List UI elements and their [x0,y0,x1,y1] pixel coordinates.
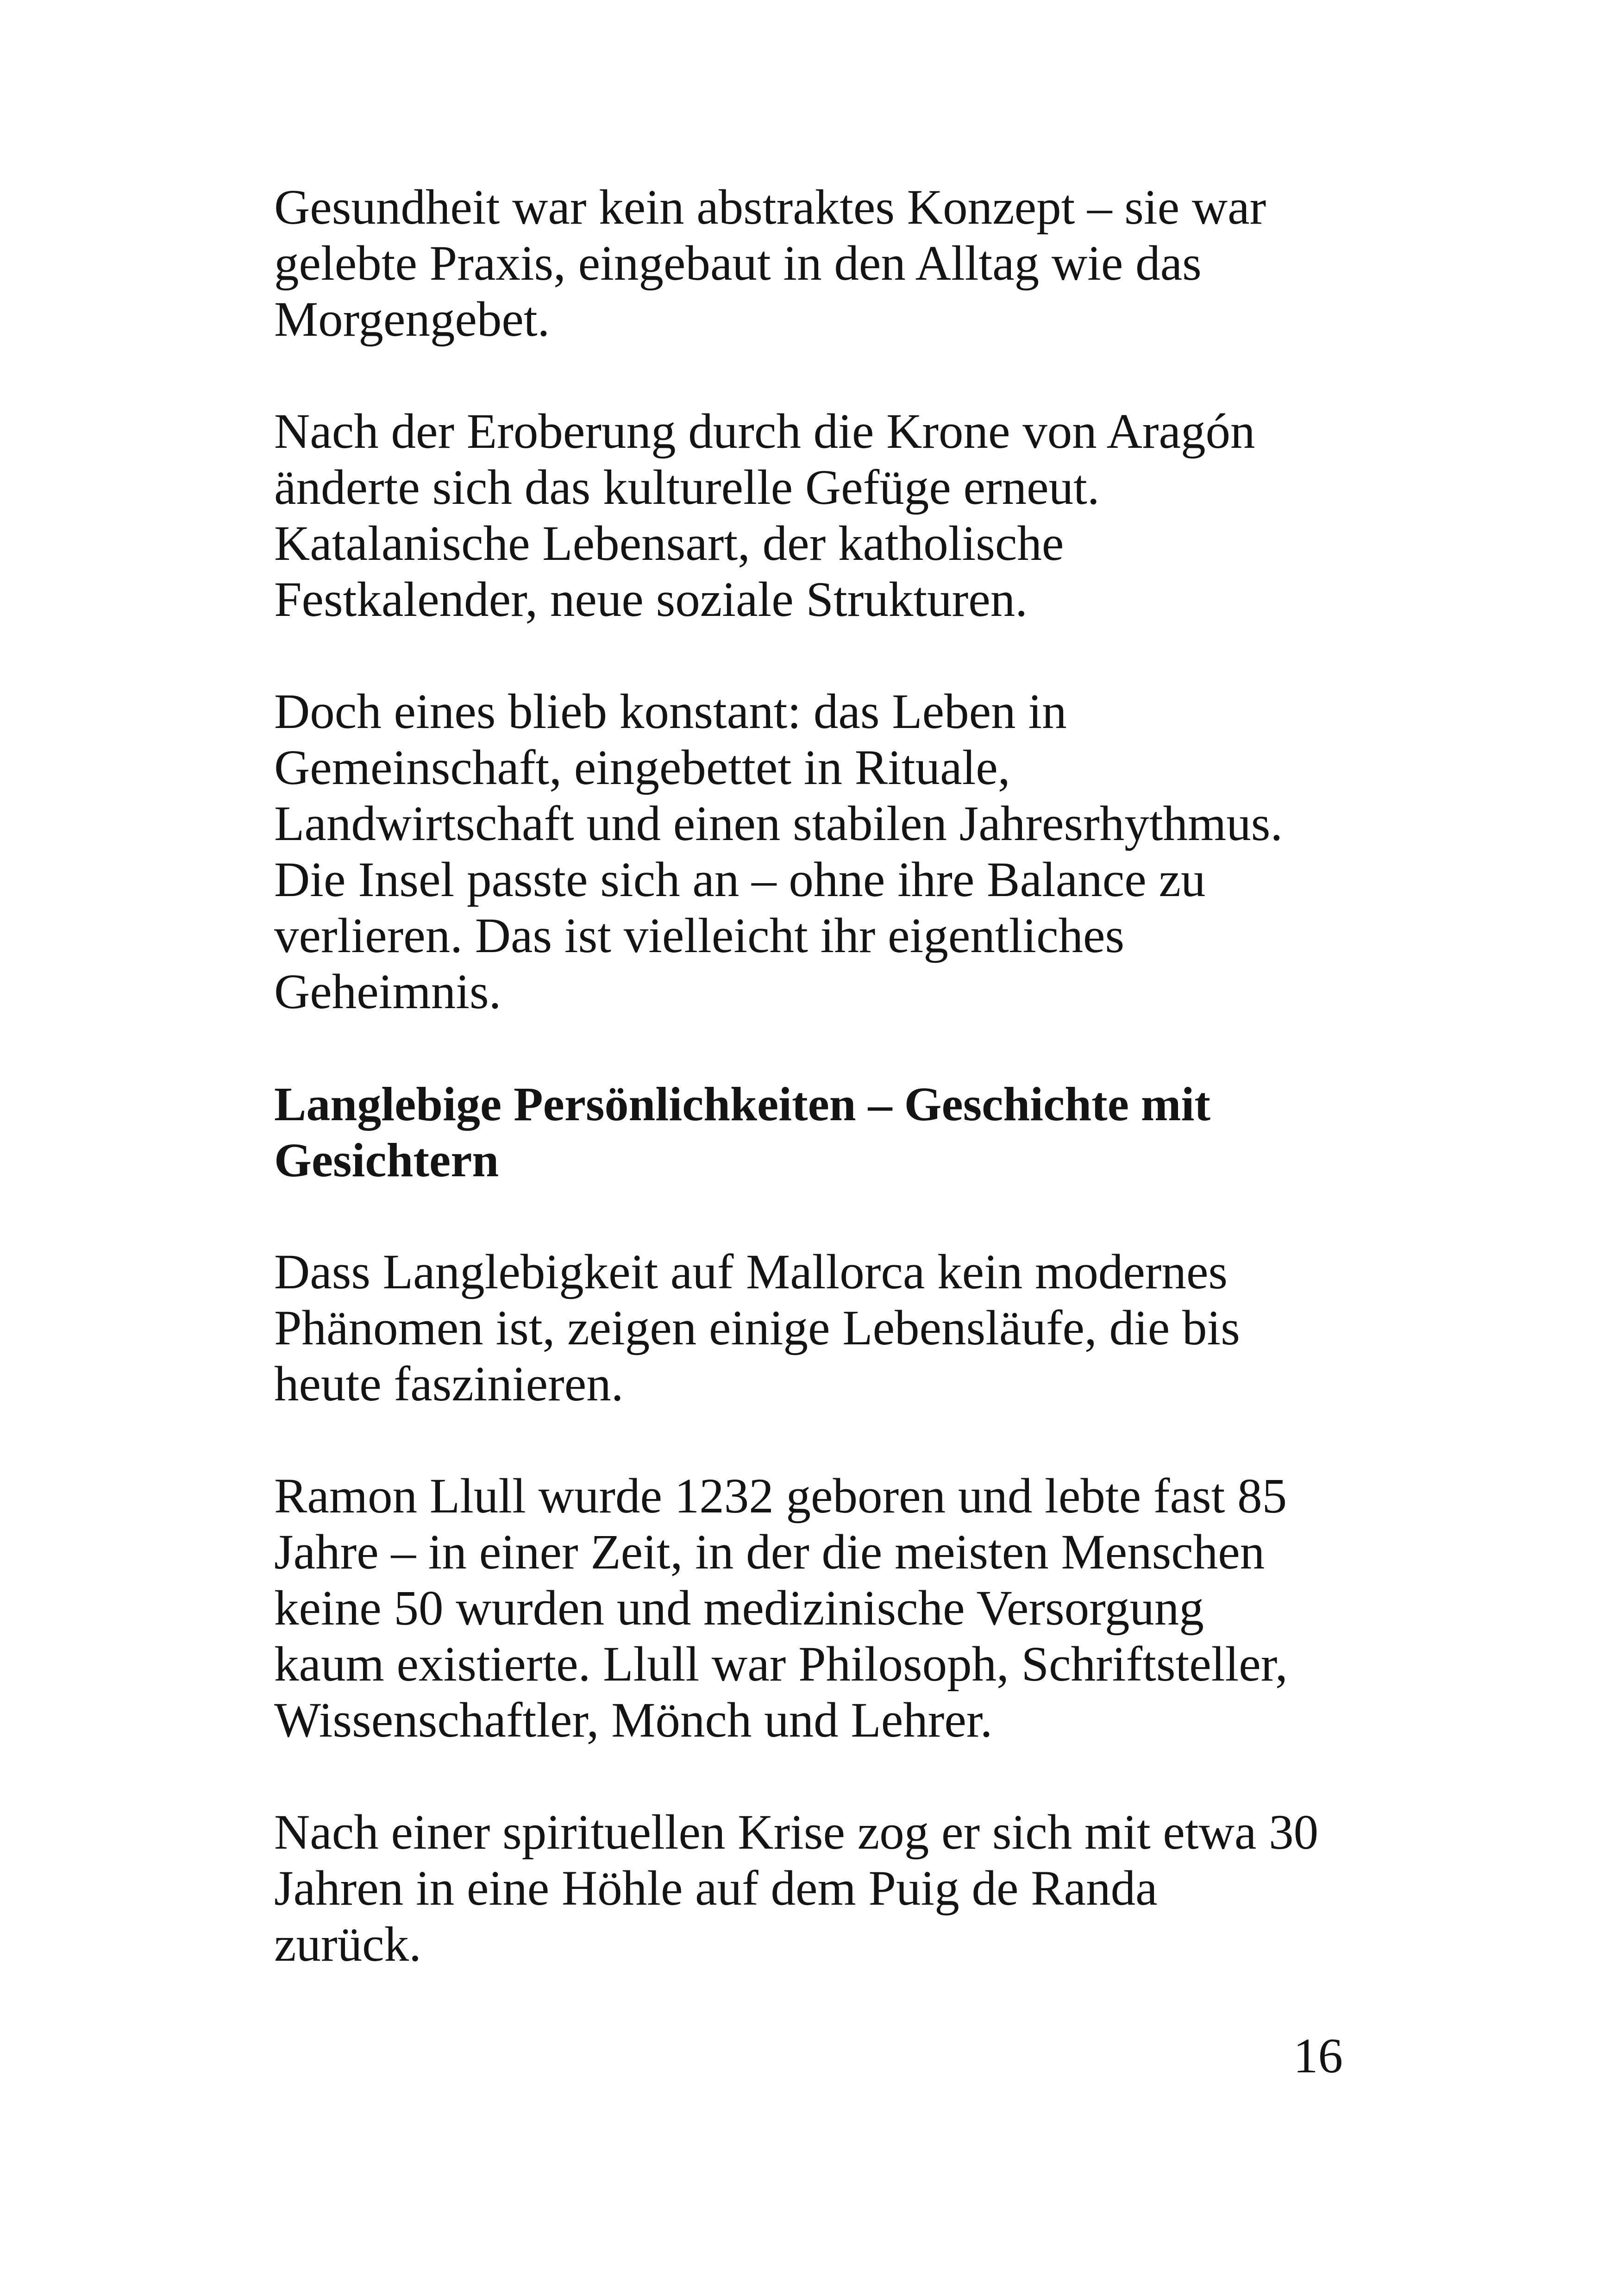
text-line: keine 50 wurden und medizinische Versorgung [274,1581,1204,1636]
paragraph-constant [274,684,1376,1020]
section-heading [274,1076,1376,1188]
text-line: Landwirtschaft und einen stabilen Jahresrhythmus. [274,797,1283,851]
text-line: kaum existierte. Llull war Philosoph, Schriftsteller, [274,1637,1288,1692]
text-line: Wissenschaftler, Mönch und Lehrer. [274,1693,993,1748]
paragraph-crisis [274,1805,1376,1973]
heading-line: Langlebige Persönlichkeiten – Geschichte mit [274,1078,1211,1131]
text-line: Dass Langlebigkeit auf Mallorca kein modernes [274,1245,1228,1299]
text-line: Gemeinschaft, eingebettet in Rituale, [274,740,1010,795]
text-line: Nach einer spirituellen Krise zog er sich mit etwa 30 [274,1805,1319,1860]
page-body [274,180,1376,2029]
paragraph-health [274,180,1376,348]
text-line: Geheimnis. [274,965,501,1019]
text-line: Doch eines blieb konstant: das Leben in [274,684,1067,739]
text-line: gelebte Praxis, eingebaut in den Alltag wie das [274,236,1202,291]
text-line: Nach der Eroberung durch die Krone von Aragón [274,404,1255,459]
text-line: Katalanische Lebensart, der katholische [274,516,1064,571]
paragraph-longevity [274,1244,1376,1412]
page-number: 16 [1293,2029,1343,2083]
heading-line: Gesichtern [274,1134,499,1187]
text-line: verlieren. Das ist vielleicht ihr eigentliches [274,909,1125,963]
text-line: Morgengebet. [274,292,550,347]
text-line: Jahren in eine Höhle auf dem Puig de Randa [274,1861,1158,1916]
text-line: zurück. [274,1917,421,1972]
text-line: Gesundheit war kein abstraktes Konzept – sie war [274,180,1266,235]
paragraph-llull [274,1468,1376,1749]
text-line: Die Insel passte sich an – ohne ihre Balance zu [274,853,1206,907]
text-line: heute faszinieren. [274,1357,624,1411]
text-line: Festkalender, neue soziale Strukturen. [274,572,1028,627]
text-line: Jahre – in einer Zeit, in der die meisten Menschen [274,1525,1265,1580]
text-line: Phänomen ist, zeigen einige Lebensläufe, die bis [274,1301,1240,1355]
text-line: Ramon Llull wurde 1232 geboren und lebte fast 85 [274,1469,1287,1524]
paragraph-aragon [274,404,1376,628]
text-line: änderte sich das kulturelle Gefüge erneut. [274,460,1100,515]
